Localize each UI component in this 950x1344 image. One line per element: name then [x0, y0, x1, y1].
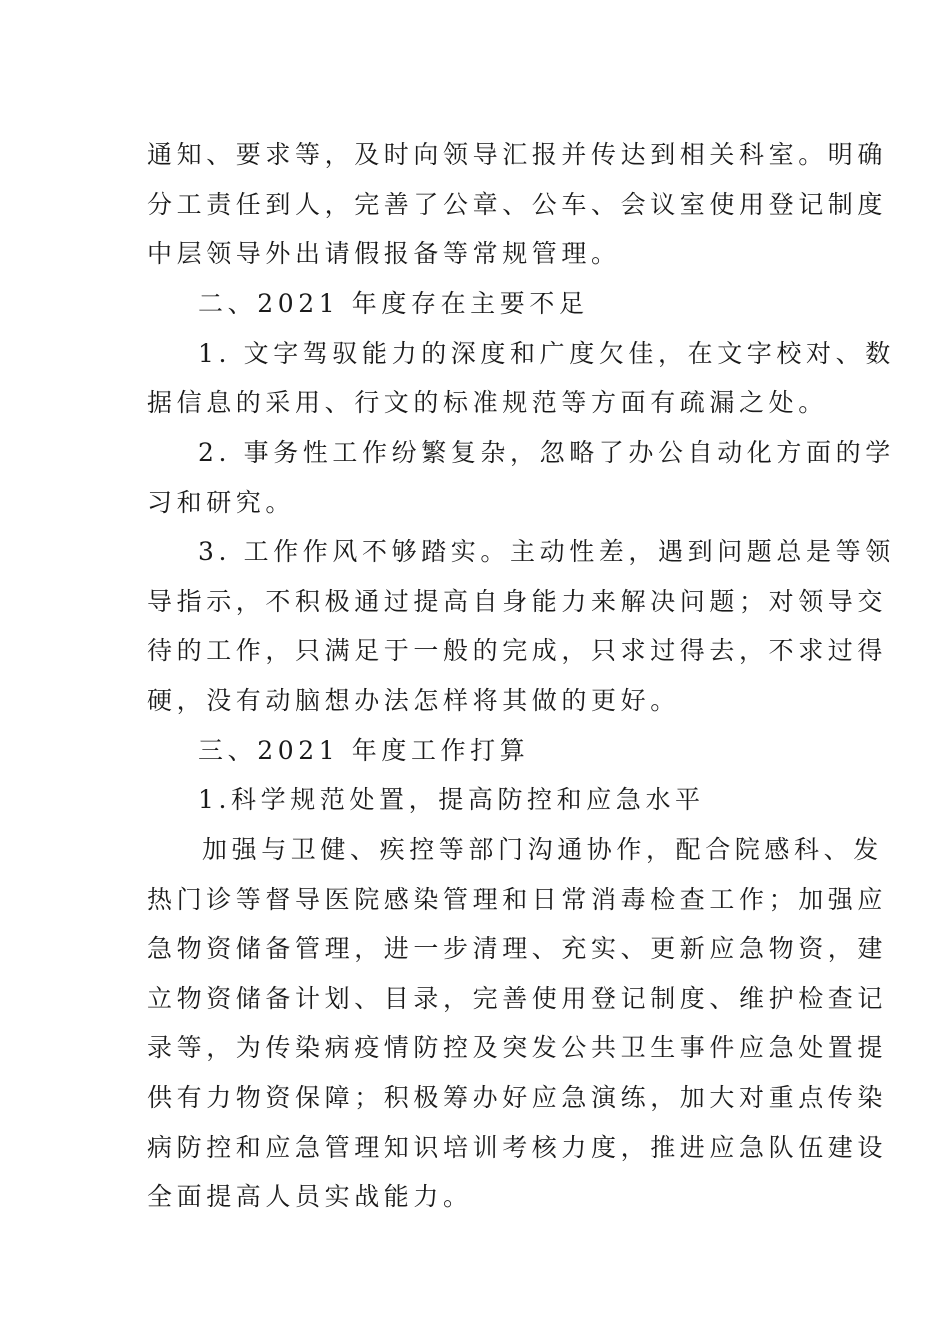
text-line: 病防控和应急管理知识培训考核力度，推进应急队伍建设	[147, 1133, 888, 1162]
list-item: 3. 工作作风不够踏实。主动性差，遇到问题总是等领	[198, 537, 895, 566]
text-line: 待的工作，只满足于一般的完成，只求过得去，不求过得	[147, 636, 888, 665]
text-line: 供有力物资保障；积极筹办好应急演练，加大对重点传染	[147, 1083, 888, 1112]
text-line: 据信息的采用、行文的标准规范等方面有疏漏之处。	[147, 388, 828, 417]
list-item: 1. 文字驾驭能力的深度和广度欠佳，在文字校对、数	[198, 339, 895, 368]
list-item: 2. 事务性工作纷繁复杂，忽略了办公自动化方面的学	[198, 438, 895, 467]
text-line: 立物资储备计划、目录，完善使用登记制度、维护检查记	[147, 984, 888, 1013]
text-line: 中层领导外出请假报备等常规管理。	[147, 239, 621, 268]
text-line: 通知、要求等，及时向领导汇报并传达到相关科室。明确	[147, 140, 888, 169]
text-line: 习和研究。	[147, 488, 296, 517]
text-line: 录等，为传染病疫情防控及突发公共卫生事件应急处置提	[147, 1033, 888, 1062]
section-heading: 三、2021 年度工作打算	[198, 736, 530, 765]
text-line: 急物资储备管理，进一步清理、充实、更新应急物资，建	[147, 934, 888, 963]
text-line: 全面提高人员实战能力。	[147, 1182, 473, 1211]
text-line: 分工责任到人，完善了公章、公车、会议室使用登记制度	[147, 190, 888, 219]
text-line: 加强与卫健、疾控等部门沟通协作，配合院感科、发	[202, 835, 883, 864]
text-line: 导指示，不积极通过提高自身能力来解决问题；对领导交	[147, 587, 888, 616]
text-line: 热门诊等督导医院感染管理和日常消毒检查工作；加强应	[147, 885, 888, 914]
section-heading: 二、2021 年度存在主要不足	[198, 289, 589, 318]
text-line: 硬，没有动脑想办法怎样将其做的更好。	[147, 686, 680, 715]
subsection-heading: 1.科学规范处置，提高防控和应急水平	[198, 785, 705, 814]
